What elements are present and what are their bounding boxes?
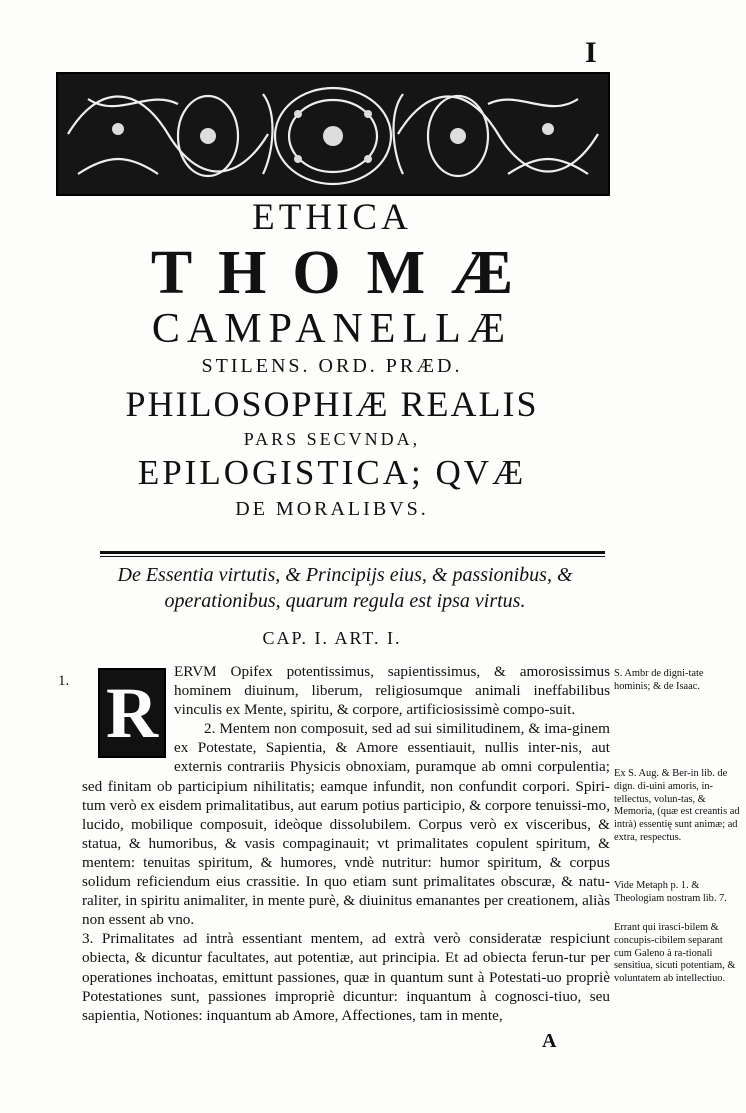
title-block <box>56 196 608 524</box>
paragraph-1: ERVM Opifex potentissimus, sapientissimus, & amorosissimus hominem diuinum, liberum, religiosumque animali ineffabilibus vinculis ex Mente, spiritu, & corpore, artificiosissimè compo-suit. <box>174 663 610 719</box>
sidenote-4: Errant qui irasci-bilem & concupis-cibilem separant cum Galeno à ra-tionali sensitiua, sicuti potentiam, & voluntatem ab intellectiuo. <box>614 922 736 985</box>
sidenote-1: S. Ambr de digni-tate hominis; & de Isaac. <box>614 668 704 692</box>
chapter-heading: CAP. I. ART. I. <box>262 628 402 648</box>
section-subtitle: De Essentia virtutis, & Principijs eius, & passionibus, & operationibus, quarum regula est ipsa virtus. <box>117 564 573 612</box>
title-pars: PARS SECVNDA, <box>243 429 421 449</box>
title-campanellae: CAMPANELLÆ <box>151 306 513 352</box>
ornamental-woodcut-headpiece <box>56 72 610 196</box>
sidenote-2: Ex S. Aug. & Ber-in lib. de dign. di-uini amoris, in-tellectus, volun-tas, & Memoria, (quæ est creantis ad intrà) essentię sunt animæ; ad extra, respectus. <box>614 768 740 843</box>
title-philosophiae: PHILOSOPHIÆ REALIS <box>125 384 539 424</box>
main-text <box>58 662 610 1025</box>
title-de-moralibus: DE MORALIBVS. <box>235 498 429 520</box>
divider-rule <box>100 551 605 554</box>
paragraph-number: 1. <box>58 673 70 689</box>
sidenote-3: Vide Metaph p. 1. & Theologiam nostram lib. 7. <box>614 880 727 904</box>
title-order: STILENS. ORD. PRÆD. <box>201 355 463 377</box>
dropcap-letter: R <box>106 673 158 753</box>
divider-rule-thin <box>100 556 605 557</box>
paragraph-3: 3. Primalitates ad intrà essentiant mentem, ad extrà verò consideratæ respiciunt obiecta, & dicuntur facultates, aut potentiæ, aut principia. Et ad obiecta ferun-tur per operationes inchoatas, emittunt passiones, quæ in quantum sunt à Potestati-uo propriè Potestationes sunt, passiones impropriè dicuntur: inquantum à cognosci-tiuo, seu sapientia, Notiones: inquantum ab Amore, Affectiones, tam in mente, <box>82 930 610 1024</box>
title-thomae: THOMÆ <box>150 239 540 307</box>
catchword: A <box>542 1030 557 1052</box>
title-epilogistica: EPILOGISTICA; QVÆ <box>137 453 527 492</box>
decorated-initial <box>98 668 166 758</box>
paragraph-2: 2. Mentem non composuit, sed ad sui similitudinem, & ima-ginem ex Potestate, Sapientia, & Amore essentiauit, nullis inter-nis, aut externis contrariis Physicis obnoxiam, puramque ab omni corpulentia; sed finitam ob participium nihilitatis; eamque infundit, non confundit corpori. Spiri-tum verò ex eisdem primalitatibus, aut earum potius participio, & corpore tenuissi-mo, lucido, mobilique composuit, ideòque dissolubilem. Corpus verò ex visceribus, & statua, & humoribus, & vasis compaginauit; vt primalitates copulent spiritum, & mentem: tenuitas spiritum, & humores, vndè nutritur: humor spiritum, & corpus solidum reficiendum eius crassitie. In quo etiam sunt primalitates obscuræ, & natu-raliter, in spiritu animaliter, in mente purè, & diuinitus emanantes per creationem, aliàs non essent ab vno. <box>82 720 610 929</box>
title-ethica: ETHICA <box>252 197 412 238</box>
page-number: I <box>585 36 597 69</box>
